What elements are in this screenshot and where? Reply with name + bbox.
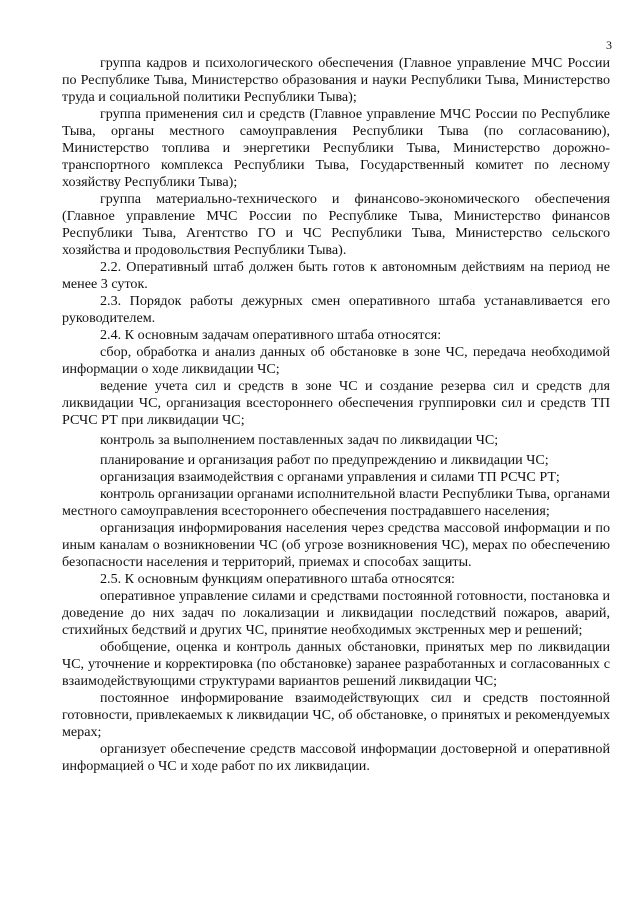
- list-item: контроль организации органами исполнительной власти Республики Тыва, органами местного самоуправления всестороннего обеспечения пострадавшего населения;: [62, 486, 610, 519]
- section-heading: 2.4. К основным задачам оперативного штаба относятся:: [100, 327, 442, 343]
- paragraph: группа кадров и психологического обеспечения (Главное управление МЧС России по Республике Тыва, Министерство образования и науки Республики Тыва, Министерство труда и социальной политики Республики Тыва);: [62, 55, 610, 105]
- paragraph: 2.3. Порядок работы дежурных смен оперативного штаба устанавливается его руководителем.: [62, 293, 610, 326]
- list-item: оперативное управление силами и средствами постоянной готовности, постановка и доведение до них задач по локализации и ликвидации последствий пожаров, аварий, стихийных бедствий и других ЧС, принятие необходимых экстренных мер и решений;: [62, 588, 610, 638]
- list-item: организация информирования населения через средства массовой информации и по иным каналам о возникновении ЧС (об угрозе возникновения ЧС), мерах по обеспечению безопасности населения и территорий, приемах и способах защиты.: [62, 520, 610, 570]
- list-item: обобщение, оценка и контроль данных обстановки, принятых мер по ликвидации ЧС, уточнение и корректировка (по обстановке) заранее разработанных и согласованных с взаимодействующими структурами вариантов решений ликвидации ЧС;: [62, 639, 610, 689]
- list-item: планирование и организация работ по предупреждению и ликвидации ЧС;: [100, 452, 549, 468]
- list-item: организация взаимодействия с органами управления и силами ТП РСЧС РТ;: [100, 469, 560, 485]
- section-heading: 2.5. К основным функциям оперативного штаба относятся:: [100, 571, 455, 587]
- paragraph: группа применения сил и средств (Главное управление МЧС России по Республике Тыва, органы местного самоуправления Республики Тыва (по согласованию), Министерство топлива и энергетики Республики Тыва, Министерство дорожно-транспортного комплекса Республики Тыва, Государственный комитет по лесному хозяйству Республики Тыва);: [62, 106, 610, 190]
- list-item: ведение учета сил и средств в зоне ЧС и создание резерва сил и средств для ликвидации ЧС, организация всестороннего обеспечения группировки сил и средств ТП РСЧС РТ при ликвидации ЧС;: [62, 378, 610, 428]
- list-item: постоянное информирование взаимодействующих сил и средств постоянной готовности, привлекаемых к ликвидации ЧС, об обстановке, о принятых и рекомендуемых мерах;: [62, 690, 610, 740]
- page-number: 3: [606, 38, 612, 52]
- paragraph: группа материально-технического и финансово-экономического обеспечения (Главное управление МЧС России по Республике Тыва, Министерство финансов Республики Тыва, Агентство ГО и ЧС Республики Тыва, Министерство сельского хозяйства и продовольствия Республики Тыва).: [62, 191, 610, 258]
- list-item: контроль за выполнением поставленных задач по ликвидации ЧС;: [100, 432, 499, 448]
- list-item: сбор, обработка и анализ данных об обстановке в зоне ЧС, передача необходимой информации о ходе ликвидации ЧС;: [62, 344, 610, 377]
- document-body: [62, 55, 610, 775]
- list-item: организует обеспечение средств массовой информации достоверной и оперативной информацией о ЧС и ходе работ по их ликвидации.: [62, 741, 610, 774]
- paragraph: 2.2. Оперативный штаб должен быть готов к автономным действиям на период не менее 3 суток.: [62, 259, 610, 292]
